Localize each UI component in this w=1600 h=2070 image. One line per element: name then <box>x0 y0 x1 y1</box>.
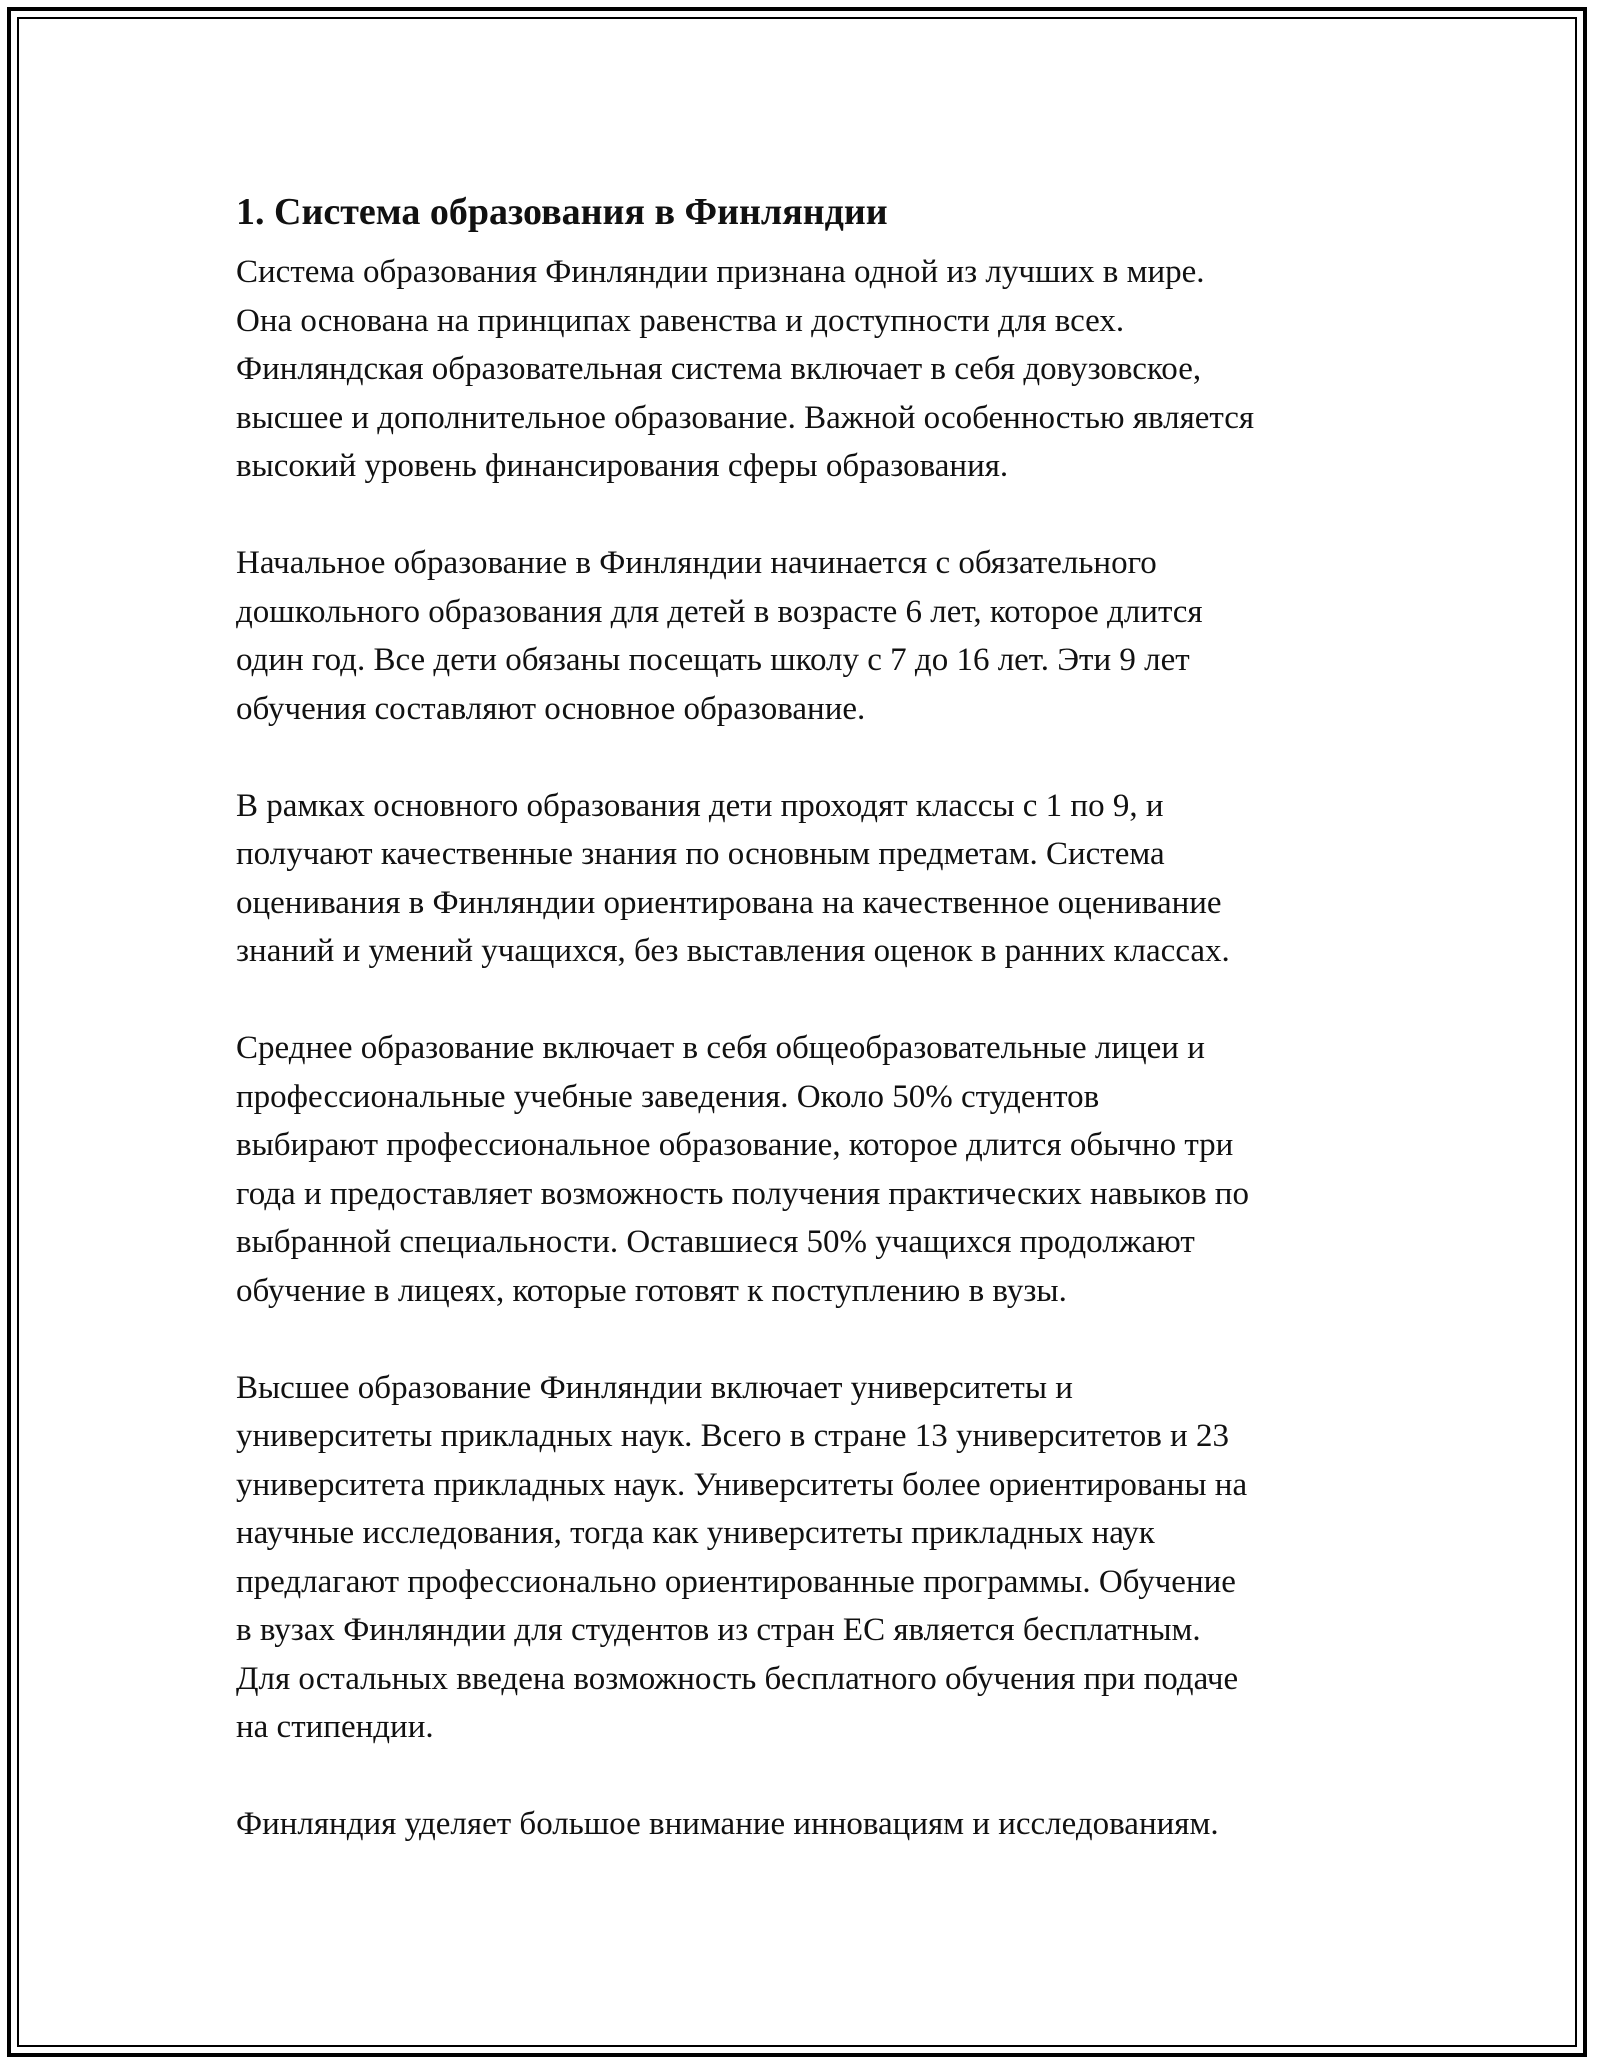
paragraph-secondary-education: Среднее образование включает в себя общеобразовательные лицеи и профессиональные учебные заведения. Около 50% студентов выбирают профессиональное образование, которое длится обычно три года и предоставляет возможность получения практических навыков по выбранной специальности. Оставшиеся 50% учащихся продолжают обучение в лицеях, которые готовят к поступлению в вузы. <box>236 1030 1249 1309</box>
paragraph-innovation: Финляндия уделяет большое внимание инновациям и исследованиям. <box>236 1806 1219 1842</box>
paragraph-higher-education: Высшее образование Финляндии включает университеты и университеты прикладных наук. Всего в стране 13 университетов и 23 университета прикладных наук. Университеты более ориентированы на научные исследования, тогда как университеты прикладных наук предлагают профессионально ориентированные программы. Обучение в вузах Финляндии для студентов из стран ЕС является бесплатным. Для остальных введена возможность бесплатного обучения при подаче на стипендии. <box>236 1369 1248 1745</box>
document-body <box>236 186 1396 1897</box>
paragraph-primary-education: Начальное образование в Финляндии начинается с обязательного дошкольного образования для детей в возрасте 6 лет, которое длится один год. Все дети обязаны посещать школу с 7 до 16 лет. Эти 9 лет обучения составляют основное образование. <box>236 545 1203 727</box>
section-heading: 1. Система образования в Финляндии <box>236 191 888 233</box>
paragraph-basic-education: В рамках основного образования дети проходят классы с 1 по 9, и получают качественные знания по основным предметам. Система оценивания в Финляндии ориентирована на качественное оценивание знаний и умений учащихся, без выставления оценок в ранних классах. <box>236 787 1230 969</box>
paragraph-intro: Система образования Финляндии признана одной из лучших в мире. Она основана на принципах равенства и доступности для всех. Финляндская образовательная система включает в себя довузовское, высшее и дополнительное образование. Важной особенностью является высокий уровень финансирования сферы образования. <box>236 254 1255 484</box>
